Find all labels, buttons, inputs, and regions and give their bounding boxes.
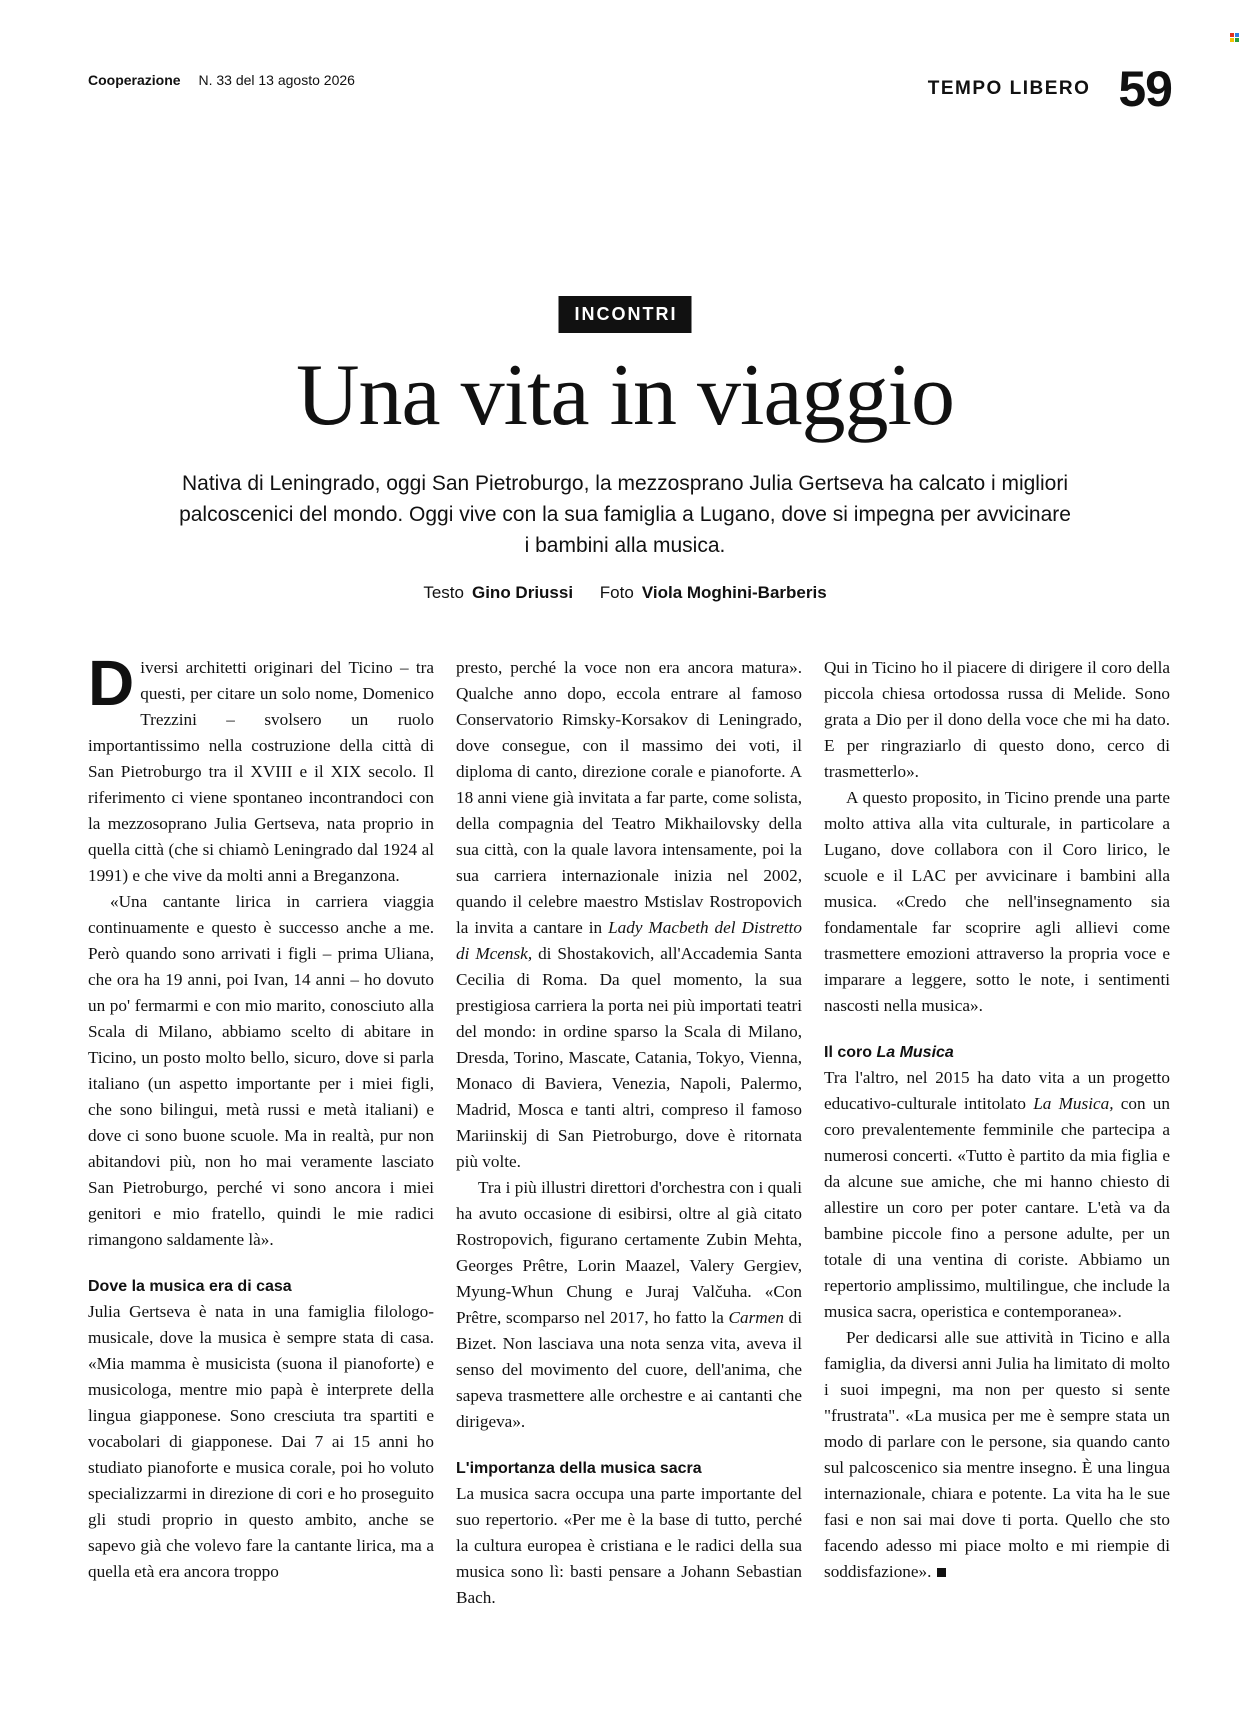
paragraph <box>824 1065 1170 1325</box>
subheading: Dove la musica era di casa <box>88 1278 292 1295</box>
paragraph: A questo proposito, in Ticino prende una parte molto attiva alla vita culturale, in particolare a Lugano, dove collabora con il Coro lirico, le scuole e il LAC per avvicinare i bambini alla musica. «Credo che nell'insegnamento sia fondamentale far scoprire agli allievi come trasmettere emozioni attraverso la propria voce e imparare a leggere, sotto le note, i sentimenti nascosti nella musica». <box>824 788 1170 1015</box>
subheading <box>824 1041 1170 1065</box>
column-2 <box>456 655 802 1665</box>
kicker-label: INCONTRI <box>559 296 692 333</box>
column-3 <box>824 655 1170 1665</box>
opera-title: Carmen <box>728 1308 784 1327</box>
paragraph: Qui in Ticino ho il piacere di dirigere il coro della piccola chiesa ortodossa russa di Melide. Sono grata a Dio per il dono della voce che mi ha dato. E per ringraziarlo di questo dono, cerco di trasmetterlo». <box>824 658 1170 781</box>
drop-cap: D <box>88 647 135 719</box>
color-registration-mark <box>1230 33 1240 43</box>
article-body <box>88 647 1170 1665</box>
issue-date: N. 33 del 13 agosto 2026 <box>198 72 355 88</box>
photo-credit-label: Foto <box>599 583 634 602</box>
paragraph-text: Per dedicarsi alle sue attività in Ticino e alla famiglia, da diversi anni Julia ha limitato di molto i suoi impegni, ma non per questo si sente "frustrata". «La musica per me è sempre stata un modo di parlare con le persone, sia quando canto sul palcoscenico sia mentre insegno. È una lingua internazionale, chiara e potente. La vita ha le sue fasi e non sai mai dove ti porta. Quello che sto facendo adesso mi piace molto e mi riempie di soddisfazione». <box>824 1328 1170 1581</box>
section-name: TEMPO LIBERO <box>927 78 1091 99</box>
end-of-article-mark <box>937 1568 946 1577</box>
page-number: 59 <box>1118 61 1172 117</box>
paragraph <box>824 1325 1170 1585</box>
page-header-left <box>88 72 355 88</box>
paragraph-text: iversi architetti originari del Ticino – tra questi, per citare un solo nome, Domenico Trezzini – svolsero un ruolo importantissimo nella costruzione della città di San Pietroburgo tra il XVIII e il XIX secolo. Il riferimento ci viene spontaneo incontrandoci con la mezzosoprano Julia Gertseva, nata proprio in quella città (che si chiamò Leningrado dal 1924 al 1991) e che vive da molti anni a Breganzona. <box>88 658 434 885</box>
paragraph <box>456 655 802 1175</box>
column-1 <box>88 647 434 1665</box>
paragraph-text: Tra l'altro, nel 2015 ha dato vita a un progetto educativo-culturale intitolato <box>824 1068 1170 1113</box>
opera-title: Lady Macbeth del Distretto di Mcensk, <box>456 918 803 963</box>
subheading-text: Il coro <box>824 1044 877 1061</box>
article-subtitle: Nativa di Leningrado, oggi San Pietroburgo, la mezzosprano Julia Gertseva ha calcato i migliori palcoscenici del mondo. Oggi vive con la sua famiglia a Lugano, dove si impegna per avvicinare i bambini alla musica. <box>179 472 1071 557</box>
paragraph: «Una cantante lirica in carriera viaggia continuamente e questo è successo anche a me. Però quando sono arrivati i figli – prima Uliana, che ora ha 19 anni, poi Ivan, 14 anni – ho dovuto un po' fermarmi e con mio marito, conosciuto alla Scala di Milano, abbiamo scelto di abitare in Ticino, un posto molto bello, sicuro, dove si parla italiano (un aspetto importante per i miei figli, che sono bilingui, metà russi e metà italiani) e dove ci sono buone scuole. Ma in realtà, pur non abitandovi più, non ho mai veramente lasciato San Pietroburgo, perché vi sono ancora i miei genitori e mio fratello, quindi le mie radici rimangono saldamente là». <box>88 892 434 1249</box>
project-title: La Musica, <box>1033 1094 1114 1113</box>
photo-author: Viola Moghini-Barberis <box>641 583 827 602</box>
paragraph <box>88 647 434 889</box>
text-author: Gino Driussi <box>471 583 574 602</box>
page-header-right <box>927 61 1172 117</box>
paragraph <box>456 1175 802 1435</box>
paragraph-text: Tra i più illustri direttori d'orchestra con i quali ha avuto occasione di esibirsi, oltre al già citato Rostropovich, figurano certamente Zubin Mehta, Georges Prêtre, Lorin Maazel, Valery Gergiev, Myung-Whun Chung e Juraj Valčuha. «Con Prêtre, scomparso nel 2017, ho fatto la <box>456 1178 802 1327</box>
subheading: L'importanza della musica sacra <box>456 1460 702 1477</box>
article-title: Una vita in viaggio <box>296 347 954 444</box>
choir-name: La Musica <box>876 1044 954 1061</box>
paragraph-text: presto, perché la voce non era ancora matura». Qualche anno dopo, eccola entrare al famoso Conservatorio Rimsky-Korsakov di Leningrado, dove consegue, con il massimo dei voti, il diploma di canto, direzione corale e pianoforte. A 18 anni viene già invitata a far parte, come solista, della compagnia del Teatro Mikhailovsky della sua città, con la quale lavora intensamente, poi la sua carriera internazionale inizia nel 2002, quando il celebre maestro Mstislav Rostropovich la invita a cantare in <box>456 658 803 937</box>
article-credits <box>0 583 1250 603</box>
paragraph-text: con un coro prevalentemente femminile che partecipa a numerosi concerti. «Tutto è partito da mia figlia e da alcune sue amiche, che mi hanno chiesto di allestire un coro per poter cantare. L'età va da bambine piccole fino a persone adulte, per un totale di una ventina di coriste. Abbiamo un repertorio amplissimo, multilingue, che include la musica sacra, operistica e contemporanea». <box>824 1094 1170 1321</box>
paragraph: La musica sacra occupa una parte importante del suo repertorio. «Per me è la base di tutto, perché la cultura europea è cristiana e le radici della sua musica sono lì: basti pensare a Johann Sebastian Bach. <box>456 1484 802 1607</box>
paragraph: Julia Gertseva è nata in una famiglia filologo-musicale, dove la musica è sempre stata di casa. «Mia mamma è musicista (suona il pianoforte) e musicologa, mentre mio papà è interprete della lingua giapponese. Sono cresciuta tra spartiti e vocabolari di giapponese. Dai 7 ai 15 anni ho studiato pianoforte e musica corale, poi ho voluto specializzarmi in direzione di cori e ho proseguito gli studi proprio in questo ambito, anche se sapevo già che volevo fare la cantante lirica, ma a quella età era ancora troppo <box>88 1302 434 1581</box>
publication-name: Cooperazione <box>88 72 181 88</box>
paragraph-text: di Shostakovich, all'Accademia Santa Cecilia di Roma. Da quel momento, la sua prestigiosa carriera la porta nei più importati teatri del mondo: in ordine sparso la Scala di Milano, Dresda, Torino, Mascate, Catania, Tokyo, Vienna, Monaco di Baviera, Venezia, Napoli, Palermo, Madrid, Mosca e tanti altri, compreso il famoso Mariinskij di San Pietroburgo, dove è ritornata più volte. <box>456 944 803 1171</box>
text-credit-label: Testo <box>423 583 464 602</box>
paragraph-text: di Bizet. Non lasciava una nota senza vita, aveva il senso del movimento del cuore, dell'anima, che sapeva trasmettere alle orchestre e ai cantanti che dirigeva». <box>456 1308 802 1431</box>
